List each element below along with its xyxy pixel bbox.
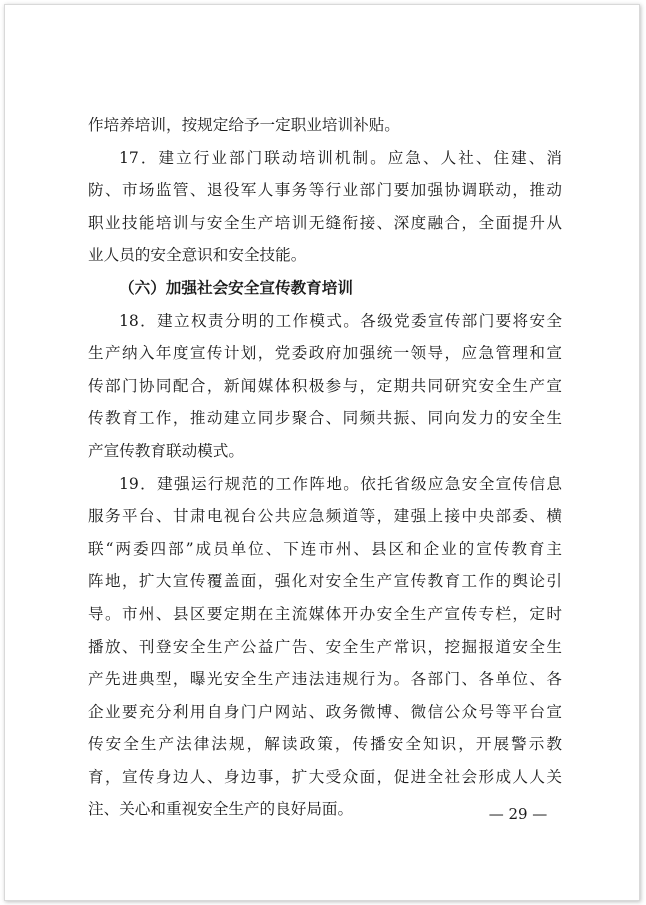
text-line: 产先进典型，曝光安全生产违法违规行为。各部门、各单位、各 <box>88 670 562 689</box>
text-line: 育，宣传身边人、身边事，扩大受众面，促进全社会形成人人关 <box>88 767 562 786</box>
item-18-line: 18．建立权责分明的工作模式。各级党委宣传部门要将安全 <box>119 311 562 330</box>
text-line: 联“两委四部”成员单位、下连市州、县区和企业的宣传教育主 <box>88 539 562 558</box>
document-page <box>4 4 640 901</box>
text-line: 服务平台、甘肃电视台公共应急频道等，建强上接中央部委、横 <box>88 507 562 526</box>
text-line: 业人员的安全意识和安全技能。 <box>88 246 307 265</box>
text-line: 阵地，扩大宣传覆盖面，强化对安全生产宣传教育工作的舆论引 <box>88 572 562 591</box>
item-17-line: 17．建立行业部门联动培训机制。应急、人社、住建、消 <box>119 148 562 167</box>
text-line: 传教育工作，推动建立同步聚合、同频共振、同向发力的安全生 <box>88 409 562 428</box>
text-line: 生产纳入年度宣传计划，党委政府加强统一领导，应急管理和宣 <box>88 344 562 363</box>
text-line: 导。市州、县区要定期在主流媒体开办安全生产宣传专栏，定时 <box>88 604 562 623</box>
text-line: 注、关心和重视安全生产的良好局面。 <box>88 800 354 819</box>
text-line: 作培养培训，按规定给予一定职业培训补贴。 <box>88 116 400 134</box>
text-line: 企业要充分利用自身门户网站、政务微博、微信公众号等平台宣 <box>88 702 562 721</box>
text-line: 职业技能培训与安全生产培训无缝衔接、深度融合，全面提升从 <box>88 213 562 232</box>
document-body <box>88 109 562 826</box>
text-line: 传部门协同配合，新闻媒体积极参与，定期共同研究安全生产宣 <box>88 376 562 395</box>
item-19-line: 19．建强运行规范的工作阵地。依托省级应急安全宣传信息 <box>119 474 562 493</box>
text-line: 防、市场监管、退役军人事务等行业部门要加强协调联动，推动 <box>88 181 562 200</box>
text-line: 播放、刊登安全生产公益广告、安全生产常识，挖掘报道安全生 <box>88 637 562 656</box>
section-heading: （六）加强社会安全宣传教育培训 <box>119 277 353 297</box>
text-line: 产宣传教育联动模式。 <box>88 441 244 460</box>
page-number: — 29 — <box>488 805 548 823</box>
text-line: 传安全生产法律法规，解读政策，传播安全知识，开展警示教 <box>88 735 562 754</box>
